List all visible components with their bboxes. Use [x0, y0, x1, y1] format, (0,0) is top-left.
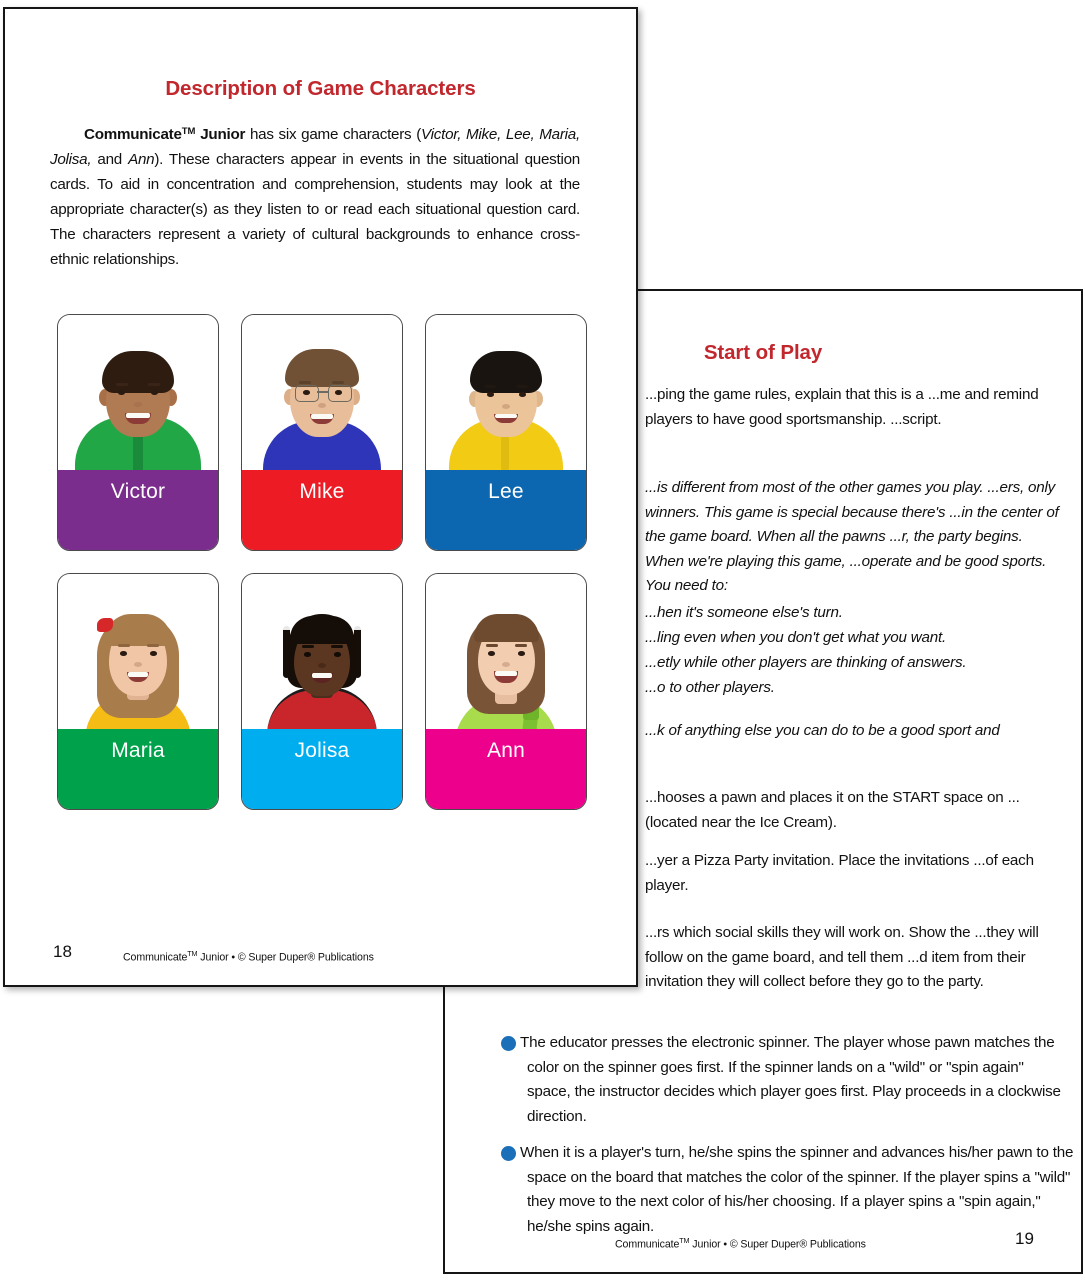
character-card-maria[interactable]	[57, 573, 219, 810]
character-card-lee[interactable]	[425, 314, 587, 551]
left-footer-tail: Junior • © Super Duper® Publications	[197, 951, 374, 964]
intro-text-2: and	[91, 151, 129, 169]
character-photo-jolisa	[242, 574, 402, 754]
left-page-title: Description of Game Characters	[165, 77, 476, 100]
left-page-number: 18	[53, 942, 72, 961]
right-paragraph-2: ...is different from most of the other games you play. ...ers, only winners. This game is special because there's ...in the center of the game board. When all the pawns ...r, the party begins. When we're playing this game, ...operate and be good sports. You need to:	[645, 479, 1059, 595]
right-page-number: 19	[1015, 1229, 1034, 1248]
intro-italic-names-1: Victor, Mike, Lee, Maria, Jolisa,	[50, 126, 580, 169]
left-footer-lead: Communicate	[123, 951, 188, 964]
character-name-maria: Maria	[57, 729, 219, 810]
right-bullet-1: ...hen it's someone else's turn.	[645, 604, 843, 621]
list-bullet-6: 6	[501, 1146, 516, 1161]
right-page-title: Start of Play	[703, 341, 823, 364]
right-bullet-3: ...etly while other players are thinking of answers.	[645, 654, 967, 671]
right-paragraph-1: ...ping the game rules, explain that this is a ...me and remind players to have good sportsmanship. ...script.	[645, 386, 1039, 428]
intro-lead: Communicate	[84, 126, 182, 144]
character-name-mike: Mike	[241, 470, 403, 551]
character-name-lee: Lee	[425, 470, 587, 551]
left-intro-paragraph	[50, 119, 580, 272]
left-page-footer	[123, 949, 374, 963]
right-page-footer	[615, 1236, 866, 1250]
left-footer-tm: TM	[187, 949, 198, 958]
intro-text-3: ). These characters appear in events in the situational question cards. To aid in concentration and comprehension, students may look at the appropriate character(s) as they listen to or read each situational question card. The characters represent a variety of cultural backgrounds to enhance cross-ethnic relationships.	[50, 151, 580, 269]
intro-italic-names-2: Ann	[128, 151, 155, 169]
character-name-victor: Victor	[57, 470, 219, 551]
character-photo-mike	[242, 315, 402, 495]
character-name-ann: Ann	[425, 729, 587, 810]
right-list-item-6	[492, 1141, 1077, 1239]
intro-bold-tail: Junior	[195, 126, 246, 144]
right-paragraph-6: ...rs which social skills they will work on. Show the ...they will follow on the game board, and tell them ...d item from their invitation they will collect before they go to the party.	[645, 924, 1039, 991]
character-photo-ann	[426, 574, 586, 754]
right-bullet-4: ...o to other players.	[645, 679, 775, 696]
list-bullet-5: 5	[501, 1036, 516, 1051]
right-paragraph-3: ...k of anything else you can do to be a good sport and	[645, 722, 1000, 739]
character-name-jolisa: Jolisa	[241, 729, 403, 810]
character-card-ann[interactable]	[425, 573, 587, 810]
character-card-mike[interactable]	[241, 314, 403, 551]
character-photo-victor	[58, 315, 218, 495]
list-item-5-text: The educator presses the electronic spinner. The player whose pawn matches the color on the spinner goes first. If the spinner lands on a "wild" or "spin again" space, the instructor decides which player goes first. Play proceeds in a clockwise direction.	[520, 1034, 1061, 1125]
right-bullet-2: ...ling even when you don't get what you want.	[645, 629, 947, 646]
character-card-jolisa[interactable]	[241, 573, 403, 810]
character-photo-lee	[426, 315, 586, 495]
right-footer-lead: Communicate	[615, 1238, 680, 1251]
right-list-item-5	[492, 1031, 1067, 1129]
list-item-6-text: When it is a player's turn, he/she spins the spinner and advances his/her pawn to the space on the board that matches the color of the spinner. If the player spins a "wild" they move to the next color of his/her choosing. If a player spins a "spin again," he/she spins again.	[520, 1144, 1074, 1235]
character-card-victor[interactable]	[57, 314, 219, 551]
page-18	[3, 7, 638, 987]
intro-trademark: TM	[181, 126, 196, 137]
intro-text-1: has six game characters (	[245, 126, 422, 144]
right-paragraph-4: ...hooses a pawn and places it on the START space on ...(located near the Ice Cream).	[645, 789, 1020, 831]
right-paragraph-5: ...yer a Pizza Party invitation. Place the invitations ...of each player.	[645, 852, 1034, 894]
right-footer-tail: Junior • © Super Duper® Publications	[689, 1238, 866, 1251]
character-photo-maria	[58, 574, 218, 754]
character-card-grid	[57, 314, 587, 810]
right-footer-tm: TM	[679, 1236, 690, 1245]
